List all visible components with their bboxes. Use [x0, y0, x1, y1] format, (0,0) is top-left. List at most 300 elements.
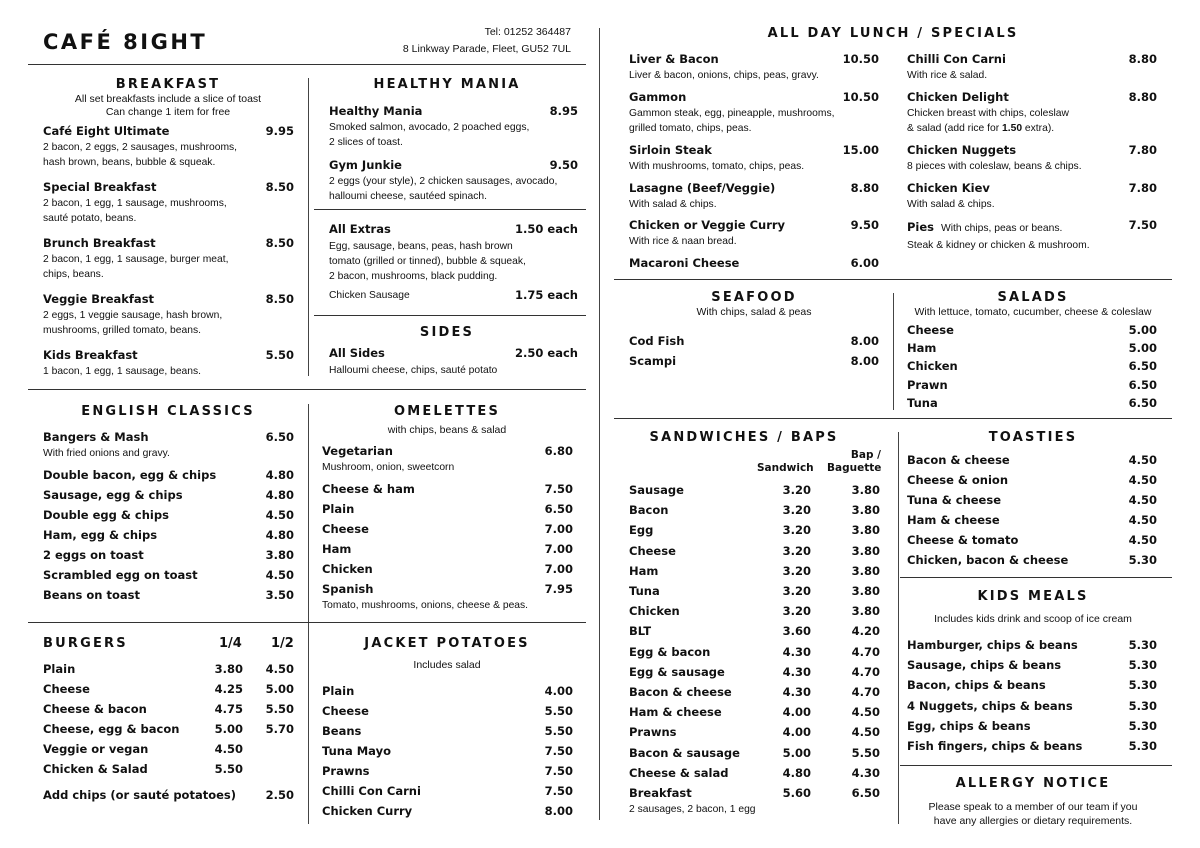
lunch-name: Macaroni Cheese: [629, 256, 740, 270]
add-chips-item: [43, 788, 294, 802]
divider: [599, 28, 600, 820]
burger-price-quarter: 4.50: [214, 742, 243, 756]
lunch-name: Gammon: [629, 90, 687, 104]
sandwich-price: 3.60: [782, 624, 811, 639]
breakfast-price: 8.50: [265, 292, 294, 306]
burger-item: [43, 702, 294, 716]
sandwich-name: Tuna: [629, 584, 660, 598]
burger-price-quarter: 4.25: [214, 682, 243, 696]
bap-price: 4.30: [851, 765, 880, 780]
breakfast-note: Can change 1 item for free: [105, 106, 231, 118]
jacket-price: 8.00: [544, 804, 573, 818]
lunch-special-title-row: [907, 218, 1157, 236]
burger-item: [43, 682, 294, 696]
omelette-item: [322, 582, 573, 613]
classics-price: 6.50: [265, 430, 294, 444]
divider: [900, 577, 1172, 578]
breakfast-desc: 2 bacon, 1 egg, 1 sausage, burger meat,: [43, 254, 229, 265]
extras-desc: tomato (grilled or tinned), bubble & squeak,: [329, 256, 526, 267]
lunch-price: 10.50: [842, 52, 879, 66]
sandwich-name: Bacon: [629, 503, 669, 518]
classics-name: Double bacon, egg & chips: [43, 468, 217, 482]
burger-name: Cheese, egg & bacon: [43, 722, 180, 736]
sandwich-price: 4.00: [782, 705, 811, 720]
jacket-price: 5.50: [544, 704, 573, 718]
lunch-name: Chicken or Veggie Curry: [629, 218, 786, 232]
sides-desc: Halloumi cheese, chips, sauté potato: [329, 365, 498, 376]
breakfast-name: Brunch Breakfast: [43, 236, 156, 250]
sandwich-price: 3.20: [782, 503, 811, 518]
classics-item: [43, 548, 294, 562]
salad-name: Ham: [907, 341, 937, 356]
sandwich-item: [629, 685, 880, 699]
sandwich-item: [629, 483, 880, 497]
sandwich-name: Bacon & cheese: [629, 685, 732, 699]
extras-price: 1.50 each: [515, 222, 578, 236]
sandwich-name: Cheese & salad: [629, 765, 729, 780]
add-chips-name: Add chips (or sauté potatoes): [43, 788, 237, 802]
lunch-price: 15.00: [842, 143, 879, 157]
jacket-item: [322, 744, 573, 758]
burger-name: Cheese & bacon: [43, 702, 147, 716]
salad-item: [907, 323, 1157, 337]
kids-item: [907, 719, 1157, 733]
jacket-price: 4.00: [544, 684, 573, 698]
lunch-special-desc: Chicken breast with chips, coleslaw: [907, 108, 1069, 119]
sandwich-item: [629, 604, 880, 618]
omelette-desc: Mushroom, onion, sweetcorn: [322, 462, 455, 473]
omelette-name: Vegetarian: [322, 444, 393, 458]
omelette-desc: Tomato, mushrooms, onions, cheese & peas.: [322, 600, 529, 611]
sandwich-price: 3.20: [782, 563, 811, 578]
salad-name: Chicken: [907, 359, 958, 374]
lunch-special-name: Chicken Nuggets: [907, 143, 1017, 157]
burgers-col-quarter: 1/4: [219, 636, 242, 651]
lunch-special-desc: [907, 121, 1157, 136]
toastie-name: Tuna & cheese: [907, 493, 1001, 507]
lunch-item: [629, 52, 879, 83]
sandwich-col-header: Sandwich: [757, 462, 814, 474]
kids-note: Includes kids drink and scoop of ice cream: [934, 613, 1132, 625]
salad-item: [907, 378, 1157, 392]
sandwich-item: [629, 766, 880, 780]
bap-col-header: Bap /: [850, 449, 881, 461]
healthy-desc: Smoked salmon, avocado, 2 poached eggs,: [329, 122, 530, 133]
bap-price: 3.80: [851, 483, 880, 497]
bap-price: 3.80: [851, 523, 880, 538]
burger-price-quarter: 3.80: [214, 662, 243, 676]
divider: [28, 389, 586, 390]
divider: [28, 64, 586, 65]
bap-price: 4.50: [851, 725, 880, 740]
jacket-name: Tuna Mayo: [322, 744, 391, 758]
kids-name: 4 Nuggets, chips & beans: [907, 698, 1073, 713]
lunch-item: [629, 143, 879, 174]
sandwich-price: 3.20: [782, 584, 811, 598]
breakfast-desc: hash brown, beans, bubble & squeak.: [43, 157, 216, 168]
burger-name: Cheese: [43, 682, 90, 696]
classics-price: 3.50: [265, 588, 294, 602]
omelettes-heading: OMELETTES: [393, 404, 501, 419]
breakfast-desc: 2 eggs, 1 veggie sausage, hash brown,: [43, 310, 223, 321]
divider: [308, 78, 309, 376]
toastie-price: 4.50: [1128, 533, 1157, 547]
bap-price: 3.80: [851, 543, 880, 558]
toastie-price: 5.30: [1128, 553, 1157, 567]
lunch-desc: With rice & naan bread.: [629, 236, 737, 247]
breakfast-price: 9.95: [265, 124, 294, 138]
lunch-item: [629, 218, 879, 249]
breakfast-item: [43, 292, 294, 338]
jacket-note: Includes salad: [413, 659, 481, 671]
divider: [314, 209, 586, 210]
lunch-special-item: [907, 181, 1157, 212]
kids-price: 5.30: [1128, 678, 1157, 693]
divider: [893, 293, 894, 410]
toastie-item: [907, 473, 1157, 487]
seafood-price: 8.00: [850, 334, 879, 348]
sides-name: All Sides: [329, 346, 385, 360]
classics-name: Ham, egg & chips: [43, 528, 158, 542]
burger-item: [43, 742, 294, 756]
kids-item: [907, 658, 1157, 672]
bap-price: 4.20: [851, 624, 880, 639]
desc-text: extra).: [1022, 123, 1055, 134]
burger-price-half: 5.50: [265, 702, 294, 716]
omelette-name: Cheese: [322, 522, 369, 536]
healthy-name: Gym Junkie: [329, 158, 402, 172]
kids-item: [907, 678, 1157, 692]
lunch-item: [629, 90, 879, 136]
sandwich-item: [629, 665, 880, 679]
classics-item: [43, 468, 294, 482]
sandwich-item: [629, 624, 880, 638]
kids-name: Bacon, chips & beans: [907, 678, 1046, 693]
divider: [614, 279, 1172, 280]
classics-item: [43, 508, 294, 522]
sandwiches-heading: SANDWICHES / BAPS: [649, 430, 839, 445]
toastie-price: 4.50: [1128, 453, 1157, 467]
kids-item: [907, 638, 1157, 652]
classics-price: 4.50: [265, 568, 294, 582]
jacket-item: [322, 704, 573, 718]
allergy-heading: ALLERGY NOTICE: [955, 776, 1111, 791]
allergy-text: have any allergies or dietary requirements.: [933, 815, 1133, 827]
healthy-desc: 2 eggs (your style), 2 chicken sausages, avocado,: [329, 176, 558, 187]
lunch-name: Lasagne (Beef/Veggie): [629, 181, 776, 195]
bap-price: 4.70: [851, 644, 880, 659]
jacket-name: Prawns: [322, 764, 370, 778]
kids-price: 5.30: [1128, 718, 1157, 733]
healthy-desc: halloumi cheese, sautéed spinach.: [329, 191, 487, 202]
burger-price-quarter: 4.75: [214, 702, 243, 716]
lunch-special-name: Chicken Kiev: [907, 181, 990, 195]
toastie-price: 4.50: [1128, 473, 1157, 487]
lunch-special-item: [907, 143, 1157, 174]
sandwich-name: Bacon & sausage: [629, 745, 740, 760]
classics-desc: With fried onions and gravy.: [43, 448, 170, 459]
breakfast-desc: chips, beans.: [43, 269, 104, 280]
extras-item: [329, 222, 578, 284]
sandwich-item: [629, 544, 880, 558]
sandwich-price: 4.30: [782, 685, 811, 699]
jacket-price: 7.50: [544, 744, 573, 758]
sides-item: [329, 346, 578, 378]
jacket-heading: JACKET POTATOES: [364, 636, 530, 651]
sandwich-name: Ham & cheese: [629, 705, 722, 720]
desc-text: & salad (add rice for: [907, 123, 1003, 134]
bap-price: 3.80: [851, 503, 880, 518]
divider: [614, 418, 1172, 419]
salad-item: [907, 359, 1157, 373]
toastie-name: Cheese & tomato: [907, 533, 1019, 547]
sandwich-item: [629, 725, 880, 739]
lunch-special-name: Chilli Con Carni: [907, 52, 1006, 66]
breakfast-note: All set breakfasts include a slice of toast: [74, 93, 262, 105]
sandwich-breakfast-desc: 2 sausages, 2 bacon, 1 egg: [629, 804, 756, 815]
bap-price: 4.50: [851, 705, 880, 720]
omelette-price: 6.50: [544, 502, 573, 516]
sandwich-price: 5.00: [782, 745, 811, 760]
omelette-item: [322, 482, 573, 496]
jacket-name: Beans: [322, 724, 362, 738]
seafood-item: [629, 334, 879, 348]
breakfast-desc: sauté potato, beans.: [43, 213, 137, 224]
kids-item: [907, 739, 1157, 753]
jacket-price: 7.50: [544, 784, 573, 798]
salad-name: Tuna: [907, 395, 938, 410]
kids-name: Fish fingers, chips & beans: [907, 739, 1083, 753]
chicken-sausage-price: 1.75 each: [515, 288, 578, 302]
breakfast-desc: 2 bacon, 1 egg, 1 sausage, mushrooms,: [43, 198, 227, 209]
bap-price: 3.80: [851, 563, 880, 578]
classics-name: Double egg & chips: [43, 508, 169, 522]
toastie-name: Bacon & cheese: [907, 453, 1010, 467]
classics-name: Beans on toast: [43, 588, 140, 602]
chicken-sausage-name: Chicken Sausage: [329, 290, 410, 301]
breakfast-price: 8.50: [265, 180, 294, 194]
lunch-special-price: 7.80: [1128, 143, 1157, 157]
toastie-price: 4.50: [1128, 493, 1157, 507]
burger-name: Veggie or vegan: [43, 742, 149, 756]
burger-item: [43, 722, 294, 736]
breakfast-item: [43, 348, 294, 379]
divider: [28, 622, 586, 623]
kids-price: 5.30: [1128, 638, 1157, 652]
divider: [314, 315, 586, 316]
desc-price: 1.50: [1002, 123, 1023, 134]
sandwich-price: 3.20: [782, 523, 811, 538]
sandwich-price: 3.20: [782, 483, 811, 497]
healthy-item: [329, 158, 578, 204]
seafood-note: With chips, salad & peas: [696, 306, 812, 318]
lunch-desc: grilled tomato, chips, peas.: [629, 123, 752, 134]
lunch-price: 10.50: [842, 90, 879, 104]
classics-item: [43, 588, 294, 602]
breakfast-item: [43, 236, 294, 282]
healthy-name: Healthy Mania: [329, 104, 423, 118]
address: 8 Linkway Parade, Fleet, GU52 7UL: [402, 43, 571, 55]
sides-heading: SIDES: [419, 325, 475, 340]
breakfast-item: [43, 124, 294, 170]
classics-item: [43, 430, 294, 461]
lunch-special-inline-desc: With chips, peas or beans.: [941, 223, 1063, 234]
sandwich-name: Chicken: [629, 604, 680, 619]
bap-price: 3.80: [851, 604, 880, 619]
salads-heading: SALADS: [997, 290, 1069, 305]
sandwich-name: Sausage: [629, 483, 684, 497]
sandwich-item: [629, 523, 880, 537]
bap-price: 3.80: [851, 584, 880, 598]
toasties-heading: TOASTIES: [988, 430, 1078, 445]
kids-price: 5.30: [1128, 658, 1157, 673]
bap-col-header: Baguette: [827, 462, 882, 474]
sandwich-item: [629, 503, 880, 517]
omelette-item: [322, 542, 573, 556]
lunch-special-item: [907, 218, 1157, 253]
sandwich-item: [629, 564, 880, 578]
chicken-sausage-item: [329, 288, 578, 303]
sandwich-price: 3.20: [782, 543, 811, 558]
lunch-special-desc: With salad & chips.: [907, 199, 995, 210]
divider: [308, 404, 309, 824]
lunch-special-desc: 8 pieces with coleslaw, beans & chips.: [907, 161, 1082, 172]
lunch-desc: With mushrooms, tomato, chips, peas.: [629, 161, 805, 172]
healthy-heading: HEALTHY MANIA: [373, 77, 521, 92]
sandwich-price: 4.30: [782, 644, 811, 659]
healthy-desc: 2 slices of toast.: [329, 137, 403, 148]
bap-price: 6.50: [851, 786, 880, 800]
breakfast-desc: 1 bacon, 1 egg, 1 sausage, beans.: [43, 366, 202, 377]
toastie-name: Ham & cheese: [907, 513, 1000, 527]
bap-price: 4.70: [851, 664, 880, 679]
sandwich-name: Cheese: [629, 543, 676, 558]
bap-price: 4.70: [851, 685, 880, 699]
extras-name: All Extras: [329, 222, 391, 236]
burger-price-half: 5.70: [265, 722, 294, 736]
lunch-special-item: [907, 52, 1157, 83]
breakfast-desc: mushrooms, grilled tomato, beans.: [43, 325, 201, 336]
jacket-name: Chilli Con Carni: [322, 784, 421, 798]
omelette-price: 7.95: [544, 582, 573, 596]
breakfast-price: 8.50: [265, 236, 294, 250]
lunch-desc: Liver & bacon, onions, chips, peas, gravy.: [629, 70, 819, 81]
classics-heading: ENGLISH CLASSICS: [81, 404, 255, 419]
jacket-item: [322, 724, 573, 738]
lunch-special-desc: With rice & salad.: [907, 70, 988, 81]
sandwich-name: Breakfast: [629, 786, 692, 800]
salad-price: 6.50: [1128, 377, 1157, 392]
burger-name: Plain: [43, 662, 76, 676]
classics-name: Scrambled egg on toast: [43, 568, 198, 582]
burger-name: Chicken & Salad: [43, 762, 148, 776]
burger-price-half: 5.00: [265, 682, 294, 696]
sides-price: 2.50 each: [515, 346, 578, 360]
lunch-special-item: [907, 90, 1157, 136]
lunch-name: Liver & Bacon: [629, 52, 719, 66]
breakfast-name: Veggie Breakfast: [43, 292, 155, 306]
kids-item: [907, 699, 1157, 713]
kids-name: Hamburger, chips & beans: [907, 638, 1078, 652]
breakfast-heading: BREAKFAST: [115, 77, 221, 92]
omelette-price: 7.00: [544, 562, 573, 576]
telephone: Tel: 01252 364487: [484, 26, 571, 38]
sandwich-item: [629, 705, 880, 719]
extras-desc: 2 bacon, mushrooms, black pudding.: [329, 271, 498, 282]
toastie-name: Chicken, bacon & cheese: [907, 553, 1069, 567]
sandwich-price: 4.00: [782, 725, 811, 740]
healthy-price: 9.50: [549, 158, 578, 172]
burger-price-half: 4.50: [265, 662, 294, 676]
classics-price: 3.80: [265, 548, 294, 562]
lunch-special-price: 7.50: [1128, 218, 1157, 232]
healthy-price: 8.95: [549, 104, 578, 118]
sandwich-price: 5.60: [782, 786, 811, 800]
classics-price: 4.80: [265, 468, 294, 482]
kids-heading: KIDS MEALS: [977, 589, 1089, 604]
breakfast-desc: 2 bacon, 2 eggs, 2 sausages, mushrooms,: [43, 142, 238, 153]
sandwich-name: Ham: [629, 563, 659, 578]
kids-name: Sausage, chips & beans: [907, 658, 1062, 673]
sandwich-price: 4.80: [782, 765, 811, 780]
breakfast-price: 5.50: [265, 348, 294, 362]
lunch-special-price: 8.80: [1128, 90, 1157, 104]
kids-price: 5.30: [1128, 698, 1157, 713]
omelette-name: Spanish: [322, 582, 374, 596]
lunch-item: [629, 181, 879, 212]
jacket-item: [322, 764, 573, 778]
jacket-item: [322, 804, 573, 818]
omelette-price: 7.50: [544, 482, 573, 496]
omelette-price: 7.00: [544, 522, 573, 536]
lunch-desc: With salad & chips.: [629, 199, 717, 210]
omelette-name: Plain: [322, 502, 355, 516]
bap-price: 5.50: [851, 745, 880, 760]
omelette-item: [322, 522, 573, 536]
lunch-price: 6.00: [850, 256, 879, 270]
lunch-special-name: Chicken Delight: [907, 90, 1009, 104]
jacket-item: [322, 784, 573, 798]
lunch-special-name: Pies: [907, 220, 935, 234]
burger-price-quarter: 5.50: [214, 762, 243, 776]
omelette-price: 6.80: [544, 444, 573, 458]
omelette-name: Cheese & ham: [322, 482, 415, 496]
sandwich-item: [629, 746, 880, 760]
toastie-name: Cheese & onion: [907, 473, 1009, 487]
classics-name: Bangers & Mash: [43, 430, 149, 444]
breakfast-name: Café Eight Ultimate: [43, 124, 170, 138]
allergy-text: Please speak to a member of our team if you: [928, 801, 1138, 813]
salad-price: 6.50: [1128, 395, 1157, 410]
lunch-desc: Gammon steak, egg, pineapple, mushrooms,: [629, 108, 835, 119]
omelette-name: Chicken: [322, 562, 373, 576]
lunch-special-desc: Steak & kidney or chicken & mushroom.: [907, 240, 1090, 251]
seafood-name: Scampi: [629, 354, 677, 368]
cafe-title: CAFÉ 8IGHT: [43, 30, 208, 54]
seafood-name: Cod Fish: [629, 334, 685, 348]
sandwich-item: [629, 786, 880, 800]
classics-price: 4.80: [265, 488, 294, 502]
breakfast-item: [43, 180, 294, 226]
classics-item: [43, 488, 294, 502]
omelette-item: [322, 444, 573, 475]
salad-price: 5.00: [1128, 341, 1157, 356]
sandwich-item: [629, 645, 880, 659]
jacket-price: 5.50: [544, 724, 573, 738]
sandwich-name: BLT: [629, 624, 652, 639]
kids-price: 5.30: [1128, 739, 1157, 753]
toastie-item: [907, 533, 1157, 547]
